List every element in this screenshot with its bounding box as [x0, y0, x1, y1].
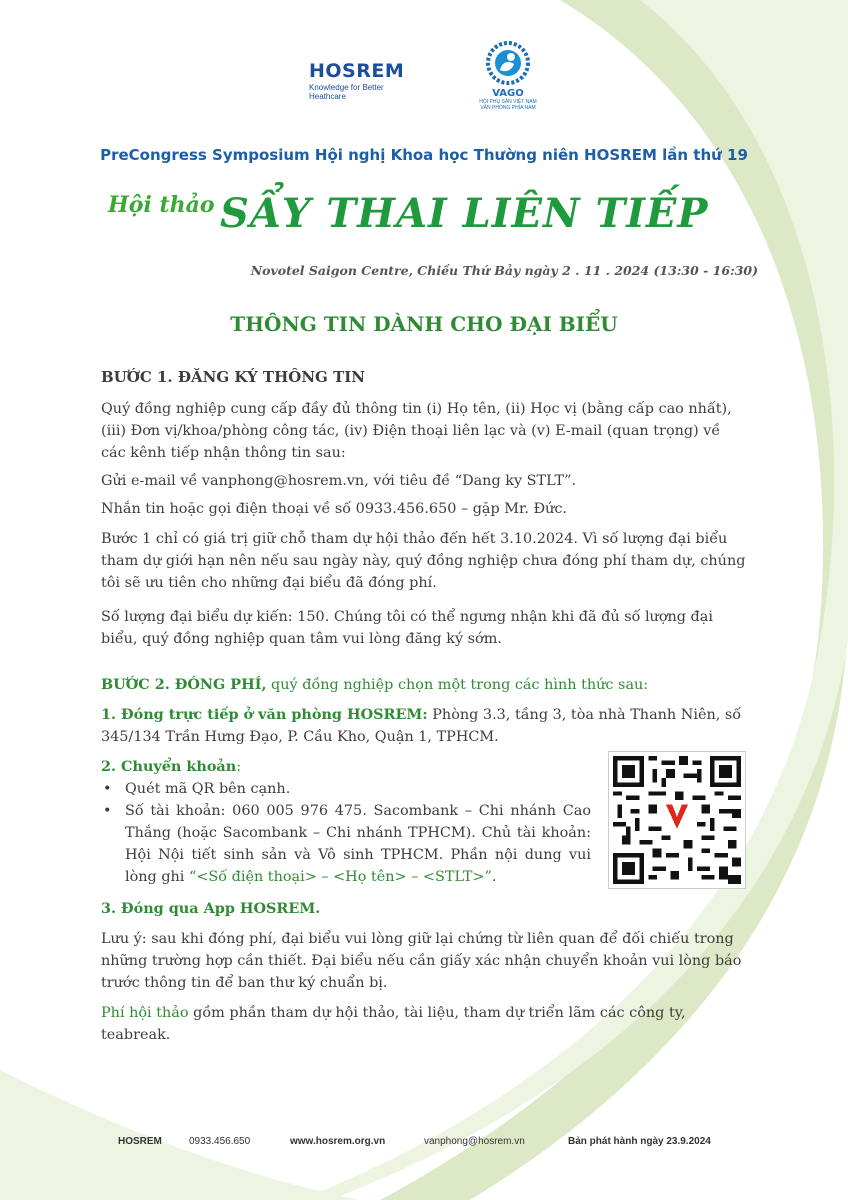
title-prefix: Hội thảo [108, 192, 215, 218]
step1-paragraph-1: Quý đồng nghiệp cung cấp đầy đủ thông tin (i) Họ tên, (ii) Học vị (bằng cấp cao nhất), (iii) Đơn vị/khoa/phòng công tác, (iv) Điện thoại liên lạc và (v) E-mail (quan trọng) về các kênh tiếp nhận thông tin sau: [101, 401, 732, 461]
vago-logo-line2: VĂN PHÒNG PHÍA NAM [480, 105, 536, 111]
page-title: SẨY THAI LIÊN TIẾP [220, 190, 709, 237]
fee-info [101, 1002, 749, 1046]
payment-option-transfer-label: 2. Chuyển khoản [101, 758, 237, 775]
footer-email[interactable]: vanphong@hosrem.vn [424, 1136, 525, 1147]
hosrem-logo-word: HOSREM [309, 60, 405, 82]
fee-text: gồm phần tham dự hội thảo, tài liệu, tham dự triển lãm các công ty, teabreak. [101, 1005, 686, 1043]
payment-option-transfer-colon: : [236, 759, 242, 775]
event-subtitle: PreCongress Symposium Hội nghị Khoa học Thường niên HOSREM lần thứ 19 [100, 146, 748, 164]
step2-heading-rest: quý đồng nghiệp chọn một trong các hình thức sau: [266, 677, 649, 693]
step1-heading: BƯỚC 1. ĐĂNG KÝ THÔNG TIN [101, 368, 365, 386]
venue-date: Novotel Saigon Centre, Chiều Thứ Bảy ngày 2 . 11 . 2024 (13:30 - 16:30) [250, 263, 758, 278]
payment-option-app [101, 898, 749, 920]
payment-option-office-address: Phòng 3.3, tầng 3, tòa nhà Thanh Niên, số 345/134 Trần Hưng Đạo, P. Cầu Kho, Quận 1, TPHCM. [101, 707, 742, 745]
payment-option-app-label: 3. Đóng qua App HOSREM. [101, 900, 321, 917]
list-item: • Quét mã QR bên cạnh. [101, 778, 591, 800]
footer-website[interactable]: www.hosrem.org.vn [290, 1136, 386, 1147]
hosrem-logo [309, 60, 419, 101]
footer-release-date: Bản phát hành ngày 23.9.2024 [568, 1136, 711, 1147]
payment-note: Lưu ý: sau khi đóng phí, đại biểu vui lòng giữ lại chứng từ liên quan để đối chiếu trong những trường hợp cần thiết. Đại biểu nếu cần giấy xác nhận chuyển khoản vui lòng báo trước thông tin để ban thư ký chuẩn bị. [101, 931, 742, 991]
vago-logo-name: VAGO [492, 88, 524, 99]
payment-qr-code[interactable] [608, 751, 746, 889]
list-item [101, 800, 591, 888]
vago-logo-line1: HỘI PHỤ SẢN VIỆT NAM [479, 99, 537, 105]
bank-account-end: . [491, 869, 497, 885]
qr-code-icon [613, 756, 741, 884]
footer-org: HOSREM [118, 1136, 162, 1147]
transfer-content-format: “<Số điện thoại> – <Họ tên> – <STLT>” [188, 869, 492, 885]
step1-paragraph-capacity: Số lượng đại biểu dự kiến: 150. Chúng tôi có thể ngưng nhận khi đã đủ số lượng đại biểu, quý đồng nghiệp quan tâm vui lòng đăng ký sớm. [101, 609, 713, 647]
footer [0, 1136, 848, 1152]
transfer-instructions [101, 778, 591, 888]
hosrem-logo-tagline: Knowledge for Better Heathcare [309, 83, 384, 101]
vago-emblem-icon [482, 40, 534, 86]
step1-paragraph-email: Gửi e-mail về vanphong@hosrem.vn, với tiêu đề “Dang ky STLT”. [101, 473, 577, 489]
payment-option-office-label: 1. Đóng trực tiếp ở văn phòng HOSREM: [101, 706, 428, 723]
bank-account-text: Số tài khoản: 060 005 976 475. Sacombank – Chi nhánh Cao Thắng (hoặc Sacombank – Chi nhánh TPHCM). Chủ tài khoản: Hội Nội tiết sinh sản và Vô sinh TPHCM. Phần nội dung vui lòng ghi [125, 803, 591, 885]
step1-paragraph-phone: Nhắn tin hoặc gọi điện thoại về số 0933.456.650 – gặp Mr. Đức. [101, 501, 568, 517]
section-title: THÔNG TIN DÀNH CHO ĐẠI BIỂU [230, 312, 618, 336]
vago-logo [473, 40, 543, 111]
step2-heading: BƯỚC 2. ĐÓNG PHÍ, [101, 676, 267, 693]
step2-heading-line [101, 674, 749, 696]
payment-option-office [101, 704, 749, 748]
step1-paragraph-deadline: Bước 1 chỉ có giá trị giữ chỗ tham dự hội thảo đến hết 3.10.2024. Vì số lượng đại biểu tham dự giới hạn nên nếu sau ngày này, quý đồng nghiệp chưa đóng phí tham dự, chúng tôi sẽ ưu tiên cho những đại biểu đã đóng phí. [101, 531, 746, 591]
fee-label: Phí hội thảo [101, 1005, 189, 1021]
footer-phone[interactable]: 0933.456.650 [189, 1136, 251, 1147]
